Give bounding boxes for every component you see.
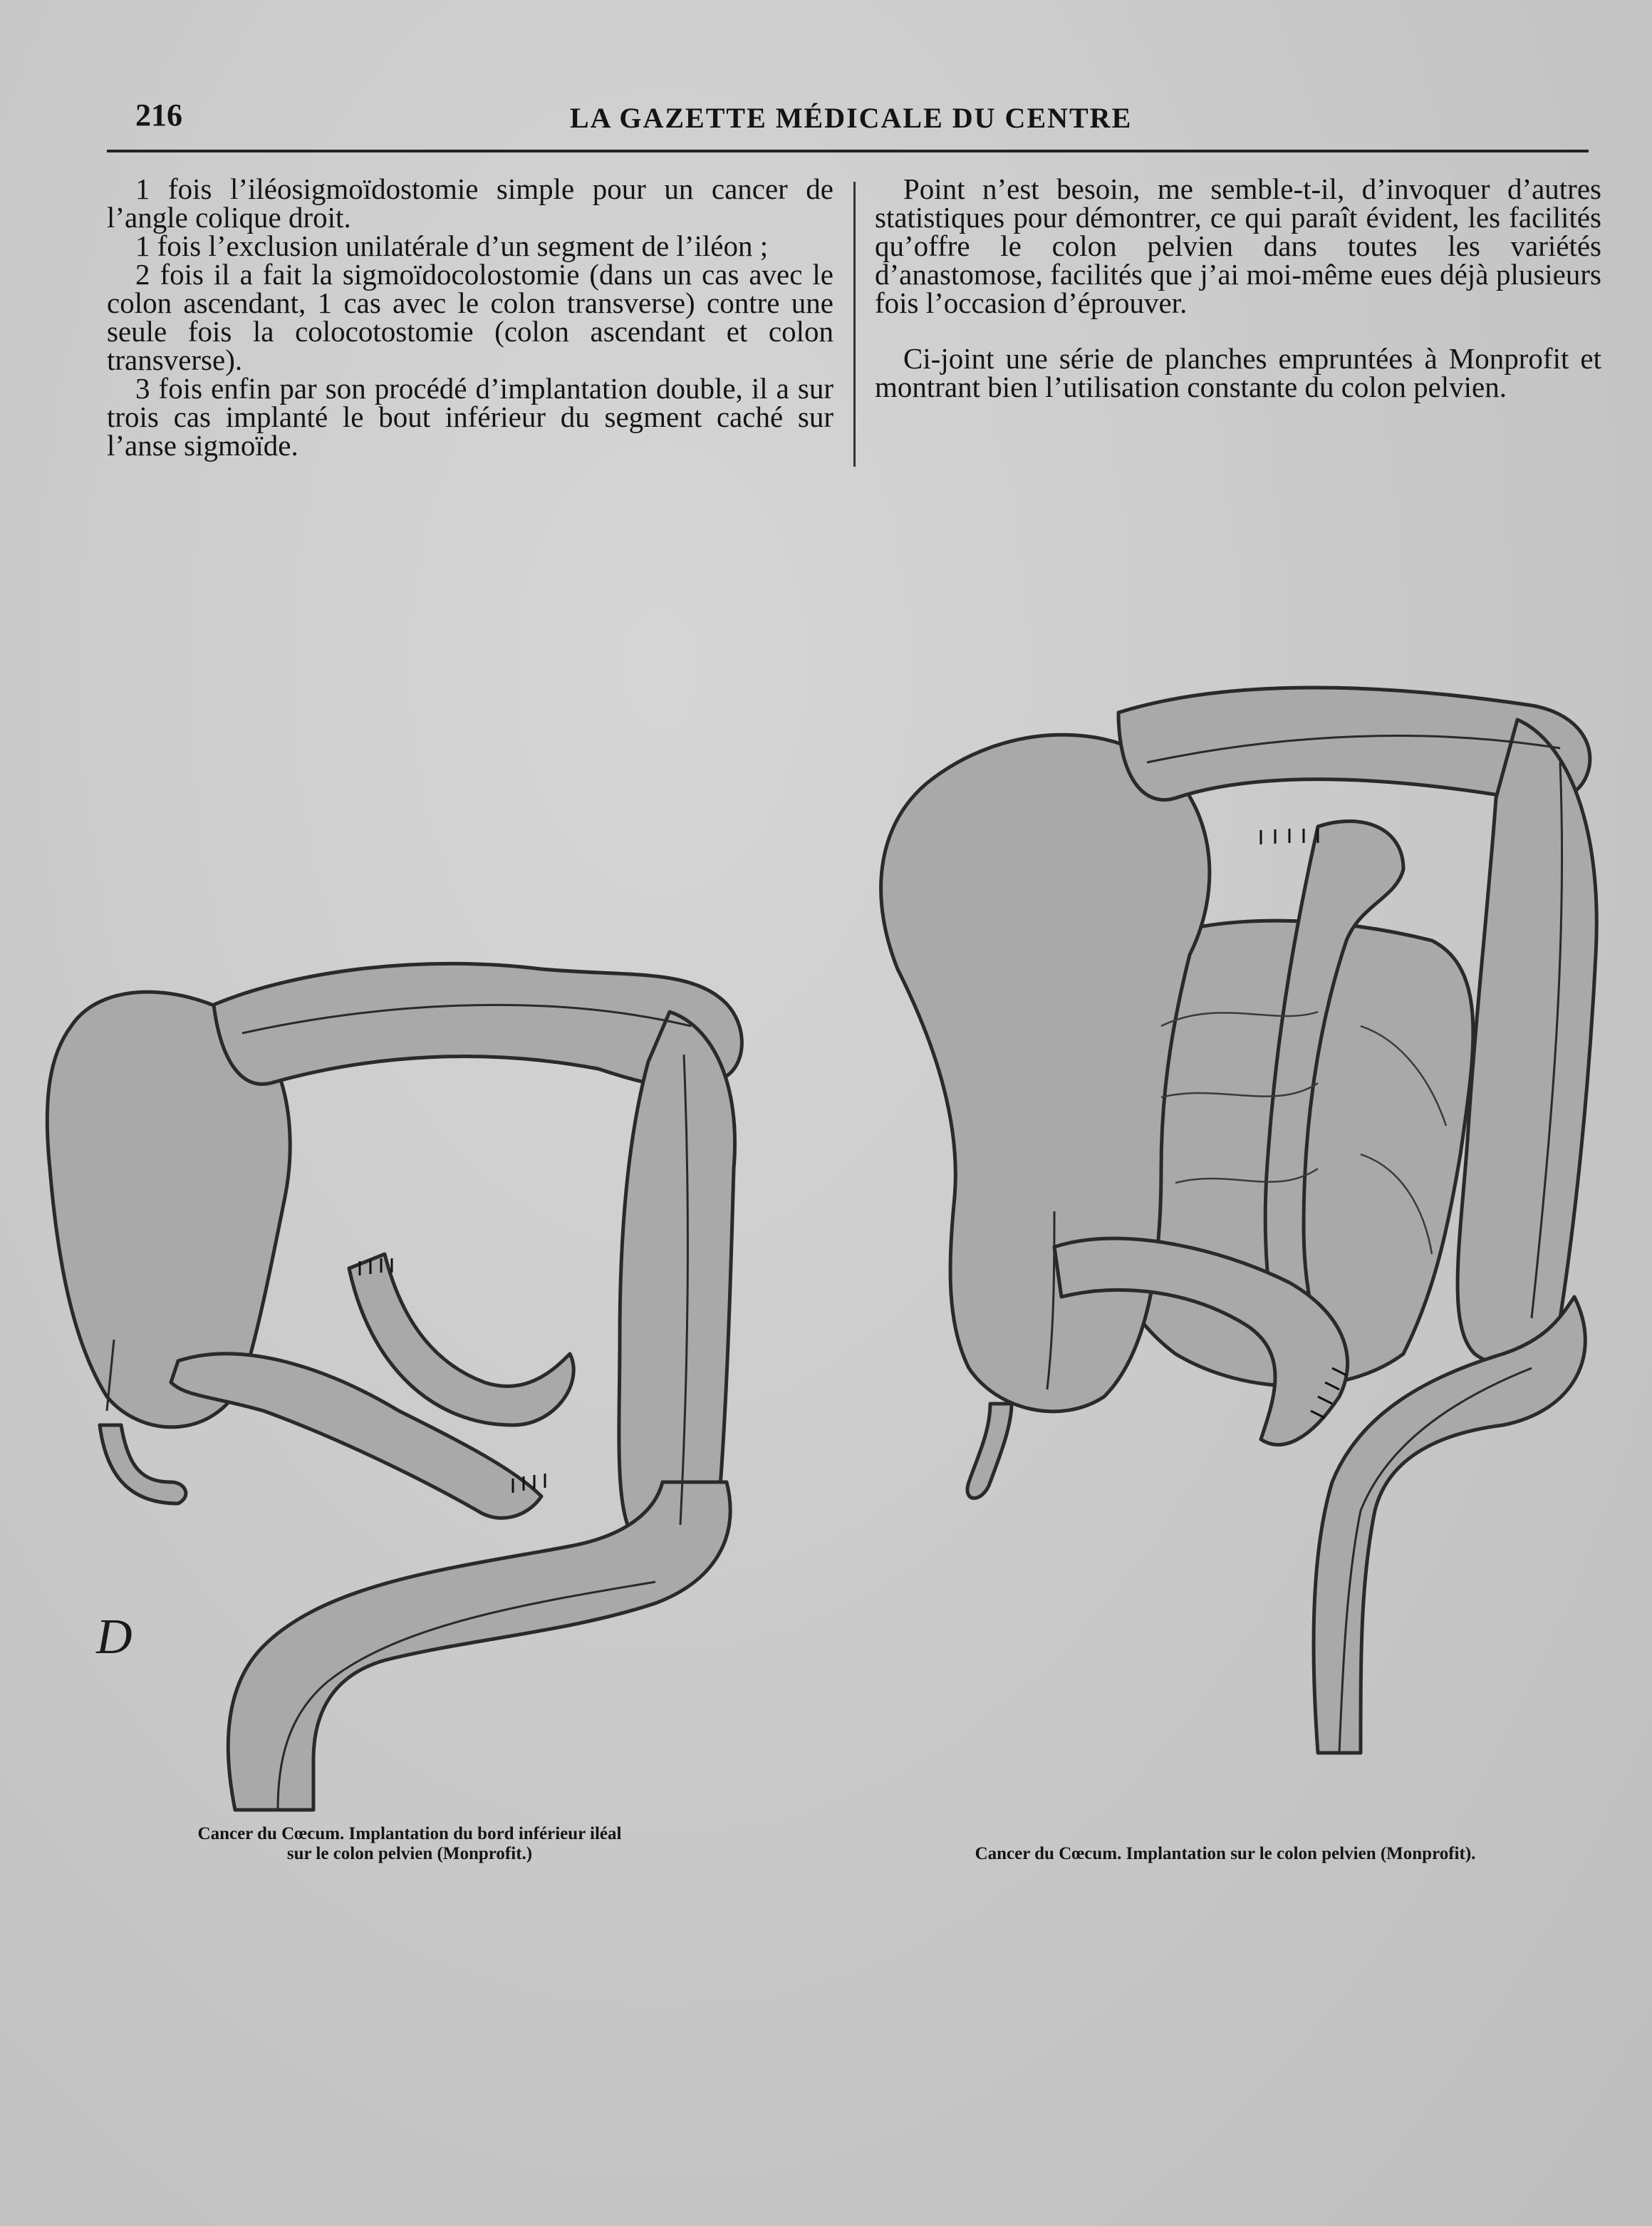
figure-caption-left	[114, 1824, 705, 1864]
illustration-left-colon	[28, 941, 798, 1824]
header-rule	[107, 150, 1589, 152]
paragraph: 3 fois enfin par son procédé d’implantation double, il a sur trois cas implanté le bout inférieur du segment caché sur l’anse sigmoïde.	[107, 372, 833, 462]
page-number: 216	[135, 98, 182, 133]
running-title: LA GAZETTE MÉDICALE DU CENTRE	[570, 102, 1133, 134]
caption-line: sur le colon pelvien (Monprofit.)	[286, 1844, 533, 1863]
paragraph: 2 fois il a fait la sigmoïdocolostomie (dans un cas avec le colon ascendant, 1 cas avec le colon transverse) contre une seule fois la colocotostomie (colon ascendant et colon transverse).	[107, 258, 833, 376]
right-column	[875, 172, 1601, 403]
figure-caption-right: Cancer du Cœcum. Implantation sur le colon pelvien (Monprofit).	[975, 1844, 1476, 1863]
caption-line: Cancer du Cœcum. Implantation du bord inférieur iléal	[197, 1824, 622, 1843]
paragraph: Ci-joint une série de planches empruntées à Monprofit et montrant bien l’utilisation constante du colon pelvien.	[875, 342, 1601, 403]
paragraph: Point n’est besoin, me semble-t-il, d’invoquer d’autres statistiques pour démontrer, ce qui paraît évident, les facilités qu’offre le colon pelvien dans toutes les variétés d’anastomose, facilités que j’ai moi-même eues déjà plusieurs fois l’occasion d’éprouver.	[875, 172, 1601, 319]
page-header	[107, 91, 1589, 141]
left-column	[107, 172, 833, 462]
illustration-right-colon	[819, 656, 1631, 1838]
paragraph: 1 fois l’iléosigmoïdostomie simple pour un cancer de l’angle colique droit.	[107, 172, 833, 234]
paragraph: 1 fois l’exclusion unilatérale d’un segment de l’iléon ;	[135, 229, 769, 262]
artist-signature: D	[96, 1610, 133, 1665]
column-rule	[853, 182, 856, 467]
